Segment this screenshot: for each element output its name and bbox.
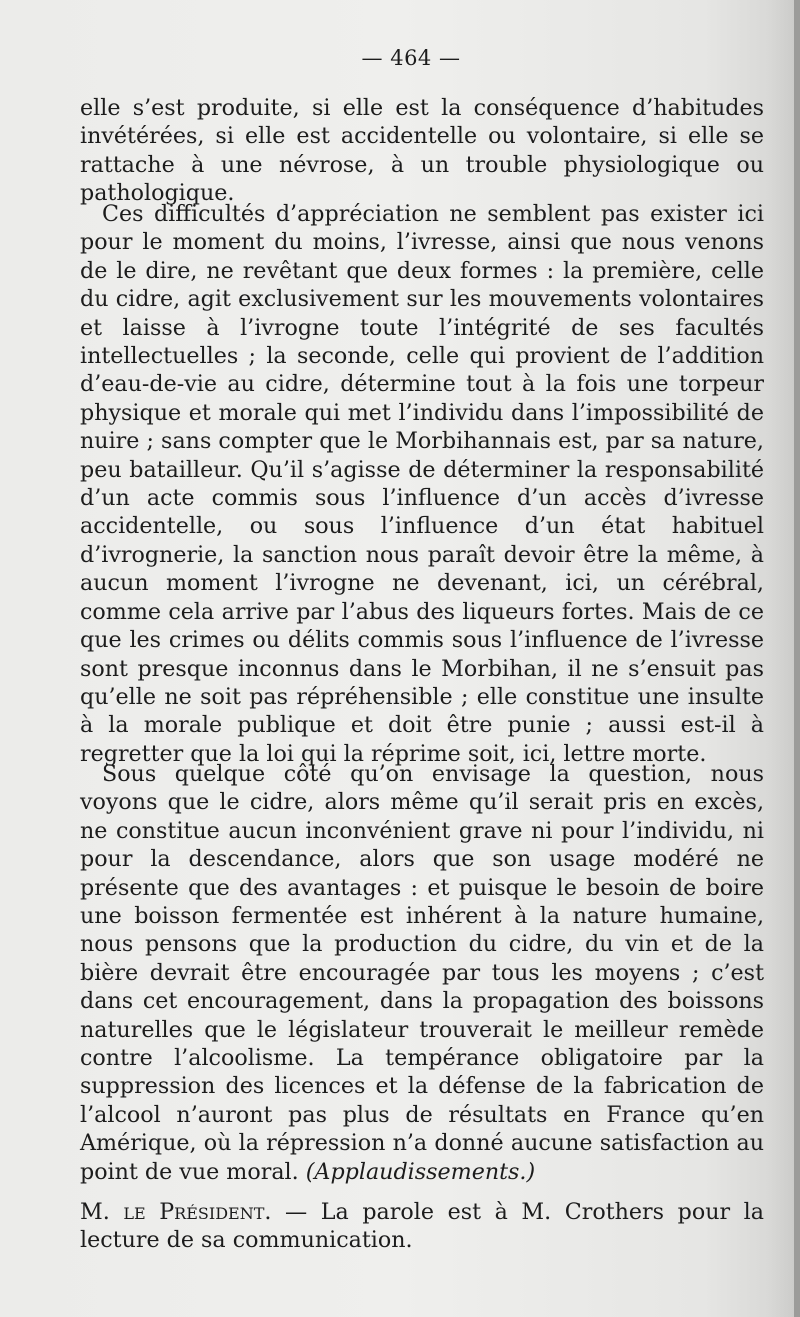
speaker-text: — La parole est à M. Crothers pour la lecture de sa communication. xyxy=(80,1199,764,1254)
page-edge-shadow xyxy=(794,0,800,1317)
paragraph-1: elle s’est produite, si elle est la conséquence d’habitudes invétérées, si elle est accidentelle ou volontaire, si elle se rattache à une névrose, à un trouble physiologique ou pathologique. xyxy=(80,95,764,207)
speaker-label: M. le Président. xyxy=(80,1199,272,1225)
page-number: — 464 — xyxy=(361,46,461,70)
paragraph-3-text: Sous quelque côté qu’on envisage la question, nous voyons que le cidre, alors même qu’il serait pris en excès, ne constitue aucun inconvénient grave ni pour l’individu, ni pour la descendance, alors que son usage modéré ne présente que des avantages : et puisque le besoin de boire une boisson fermentée est inhérent à la nature humaine, nous pensons que la production du cidre, du vin et de la bière devrait être encouragée par tous les moyens ; c’est dans cet encouragement, dans la propagation des boissons naturelles que le législateur trouverait le meilleur remède contre l’alcoolisme. La tempérance obligatoire par la suppression des licences et la défense de la fabrication de l’alcool n’auront pas plus de résultats en France qu’en Amérique, où la répression n’a donné aucune satisfaction au point de vue moral. xyxy=(80,761,764,1185)
paragraph-2: Ces difficultés d’appréciation ne semblent pas exister ici pour le moment du moins, l’ivresse, ainsi que nous venons de le dire, ne revêtant que deux formes : la première, celle du cidre, agit exclusivement sur les mouvements volontaires et laisse à l’ivrogne toute l’intégrité de ses facultés intellectuelles ; la seconde, celle qui provient de l’addition d’eau-de-vie au cidre, détermine tout à la fois une torpeur physique et morale qui met l’individu dans l’impossibilité de nuire ; sans compter que le Morbihannais est, par sa nature, peu batailleur. Qu’il s’agisse de déterminer la responsabilité d’un acte commis sous l’influence d’un accès d’ivresse accidentelle, ou sous l’influence d’un état habituel d’ivrognerie, la sanction nous paraît devoir être la même, à aucun moment l’ivrogne ne devenant, ici, un cérébral, comme cela arrive par l’abus des liqueurs fortes. Mais de ce que les crimes ou délits commis sous l’influence de l’ivresse sont presque inconnus dans le Morbihan, il ne s’ensuit pas qu’elle ne soit pas répréhensible ; elle constitue une insulte à la morale publique et doit être punie ; aussi est-il à regretter que la loi qui la réprime soit, ici, lettre morte. xyxy=(80,201,764,767)
applause-note: (Applaudissements.) xyxy=(305,1158,536,1185)
paragraph-3 xyxy=(80,760,764,1186)
paragraph-4 xyxy=(80,1198,764,1255)
